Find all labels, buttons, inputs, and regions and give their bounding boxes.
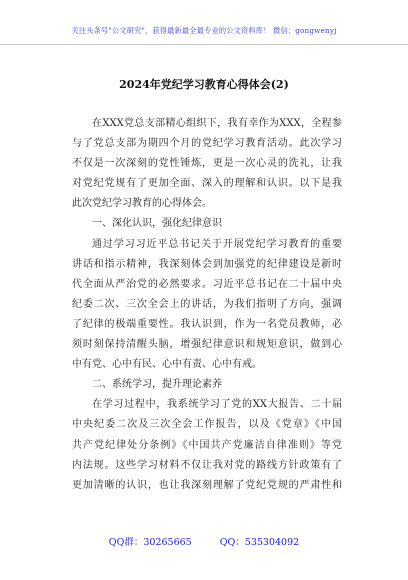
footer-qq-group: QQ群：30265665	[108, 537, 192, 548]
text-line: 须时刻保持清醒头脑，增强纪律意识和规矩意识，做到心	[72, 339, 342, 351]
text-line: 此次党纪学习教育的心得体会。	[72, 198, 212, 210]
text-line: 共产党纪律处分条例》《中国共产党廉洁自律准则》等党	[72, 439, 342, 451]
document-title: 2024年党纪学习教育心得体会(2)	[119, 78, 289, 91]
header-divider	[0, 44, 408, 45]
text-line: 中有党、心中有民、心中有责、心中有戒。	[72, 359, 262, 371]
text-line: 一、深化认识，强化纪律意识	[92, 218, 222, 230]
text-line: 纪委二次、三次全会上的讲话，为我们指明了方向，强调	[72, 298, 342, 310]
text-line: 通过学习习近平总书记关于开展党纪学习教育的重要	[92, 238, 342, 250]
text-line: 二、系统学习，提升理论素养	[92, 379, 222, 391]
text-line: 与了党总支部为期四个月的党纪学习教育活动。此次学习	[72, 138, 342, 150]
text-line: 讲话和指示精神，我深刻体会到加强党的纪律建设是新时	[72, 258, 342, 270]
text-line: 在XXX党总支部精心组织下，我有幸作为XXX，全程参	[92, 118, 342, 129]
text-line: 不仅是一次深刻的党性锤炼，更是一次心灵的洗礼，让我	[72, 158, 342, 170]
footer-contact	[0, 534, 408, 548]
header-banner: 关注头条号"公文研究"，获得最新最全最专业的公文资料库！ 微信：gongwenyj	[71, 26, 337, 35]
text-line: 代全面从严治党的必然要求。习近平总书记在二十届中央	[72, 278, 342, 290]
text-line: 更加清晰的认识，也让我深刻理解了党纪党规的严肃性和	[72, 479, 342, 491]
document-body	[72, 114, 342, 496]
text-line: 内法规。这些学习材料不仅让我对党的路线方针政策有了	[72, 459, 342, 471]
text-line: 对党纪党规有了更加全面、深入的理解和认识。以下是我	[72, 178, 342, 190]
text-line: 中央纪委二次及三次全会工作报告，以及《党章》《中国	[72, 419, 342, 431]
text-line: 在学习过程中，我系统学习了党的XX大报告、二十届	[92, 399, 342, 411]
footer-qq-number: QQ：535304092	[219, 537, 300, 548]
text-line: 了纪律的极端重要性。我认识到，作为一名党员教师，必	[72, 318, 342, 330]
